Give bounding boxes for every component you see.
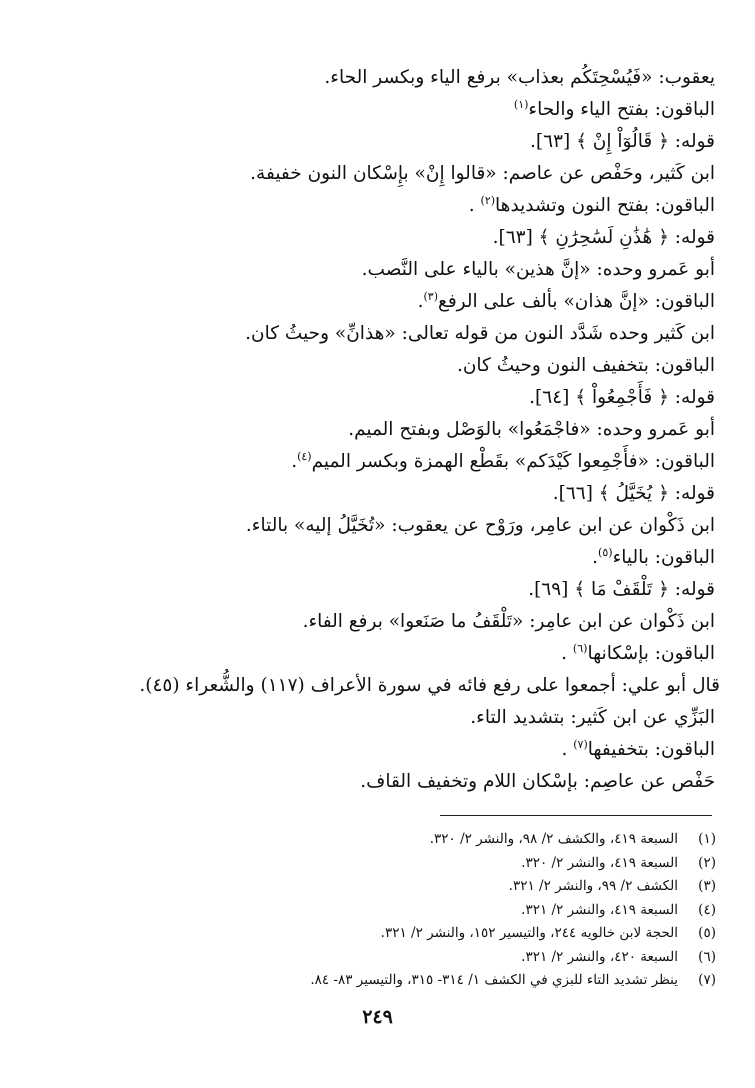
footnote-marker: (٣): [423, 289, 438, 303]
footnote: [120, 922, 716, 946]
footnote-number: (٣): [698, 878, 716, 894]
footnote: [120, 852, 716, 876]
footnotes: [120, 828, 716, 993]
text-line: ابن كَثير، وحَفْص عن عاصم: «قالوا إِنْ» بإِسْكان النون خفيفة.: [250, 163, 715, 184]
text-line: ابن كَثير وحده شَدَّد النون من قوله تعالى: «هذانِّ» وحيثُ كان.: [245, 323, 715, 344]
text-line: الباقون: بالياء$^{(٥)}$.: [592, 545, 715, 568]
text-line: قوله: ﴿ تَلْقَفْ مَا ﴾ [٦٩].: [528, 579, 715, 600]
text-line: ابن ذَكْوان عن ابن عامِر، ورَوْح عن يعقوب: «تُخَيَّلُ إليه» بالتاء.: [245, 515, 715, 536]
text-line: ابن ذَكْوان عن ابن عامِر: «تَلْقَفُ ما صَنَعوا» برفع الفاء.: [302, 611, 715, 632]
footnote-marker: (١): [513, 97, 529, 111]
footnote: [120, 969, 716, 993]
text-line: أبو عَمرو وحده: «فاجْمَعُوا» بالوَصْل وبفتح الميم.: [348, 419, 715, 440]
footnote-text: الحجة لابن خالويه ٢٤٤، والتيسير ١٥٢، والنشر ٢/ ٣٢١.: [380, 925, 678, 941]
text-line: الباقون: «إنَّ هذان» بألف على الرفع$^{(٣)}$.: [417, 289, 715, 312]
text-line: البَزِّي عن ابن كَثير: بتشديد التاء.: [470, 707, 715, 728]
footnote: [120, 828, 716, 852]
footnote-text: ينظر تشديد التاء للبزي في الكشف ١/ ٣١٤- ٣١٥، والتيسير ٨٣- ٨٤.: [310, 972, 678, 988]
footnote-marker: (٥): [598, 545, 613, 559]
text-line: قال أبو علي: أجمعوا على رفع فائه في سورة الأعراف (١١٧) والشُّعراء (٤٥).: [139, 675, 720, 696]
text-line: الباقون: بفتح الياء والحاء$^{(١)}$: [513, 97, 715, 120]
footnote: [120, 875, 716, 899]
footnote-number: (٧): [698, 972, 716, 988]
footnote-number: (٤): [698, 901, 716, 918]
footnote-text: السبعة ٤١٩، والنشر ٢/ ٣٢١.: [521, 901, 678, 918]
page-number: ٢٤٩: [362, 1006, 393, 1028]
footnote-text: السبعة ٤١٩، والنشر ٢/ ٣٢٠.: [521, 854, 678, 871]
footnote-marker: (٦): [572, 641, 588, 655]
text-line: الباقون: بفتح النون وتشديدها$^{(٢)}$ .: [468, 193, 715, 216]
text-line: حَفْص عن عاصِم: بإسْكان اللام وتخفيف القاف.: [360, 771, 715, 792]
footnote-number: (٥): [698, 925, 716, 941]
text-line: قوله: ﴿ هَٰذَٰنِ لَسَٰحِرَٰنِ ﴾ [٦٣].: [492, 227, 715, 248]
footnote: [120, 946, 716, 970]
text-line: الباقون: «فأَجْمِعوا كَيْدَكم» بقَطْع الهمزة وبكسر الميم$^{(٤)}$.: [291, 449, 715, 472]
footnote-text: السبعة ٤٢٠، والنشر ٢/ ٣٢١.: [521, 948, 678, 965]
footnote: [120, 899, 716, 923]
text-line: قوله: ﴿ فَأَجْمِعُواْ ﴾ [٦٤].: [529, 387, 715, 408]
text-line: يعقوب: «فَيُسْحِتَكُم بعذاب» برفع الياء وبكسر الحاء.: [324, 67, 715, 88]
footnote-marker: (٧): [573, 737, 588, 751]
text-line: أبو عَمرو وحده: «إنَّ هذين» بالياء على النَّصب.: [361, 259, 715, 280]
footnote-number: (١): [698, 831, 716, 847]
footnote-divider: [440, 815, 712, 816]
footnote-text: الكشف ٢/ ٩٩، والنشر ٢/ ٣٢١.: [508, 878, 678, 894]
text-line: الباقون: بإسْكانها$^{(٦)}$ .: [561, 641, 715, 664]
footnote-text: السبعة ٤١٩، والكشف ٢/ ٩٨، والنشر ٢/ ٣٢٠.: [429, 831, 678, 847]
text-line: قوله: ﴿ يُخَيَّلُ ﴾ [٦٦].: [552, 483, 715, 504]
footnote-number: (٢): [698, 854, 716, 871]
footnote-marker: (٤): [297, 449, 312, 463]
footnote-number: (٦): [698, 948, 716, 965]
text-line: الباقون: بتخفيفها$^{(٧)}$ .: [561, 737, 715, 760]
text-line: الباقون: بتخفيف النون وحيثُ كان.: [456, 355, 715, 376]
text-line: قوله: ﴿ قَالُوٓاْ إِنْ ﴾ [٦٣].: [529, 131, 715, 152]
main-text: [139, 62, 720, 798]
footnote-marker: (٢): [480, 193, 496, 207]
